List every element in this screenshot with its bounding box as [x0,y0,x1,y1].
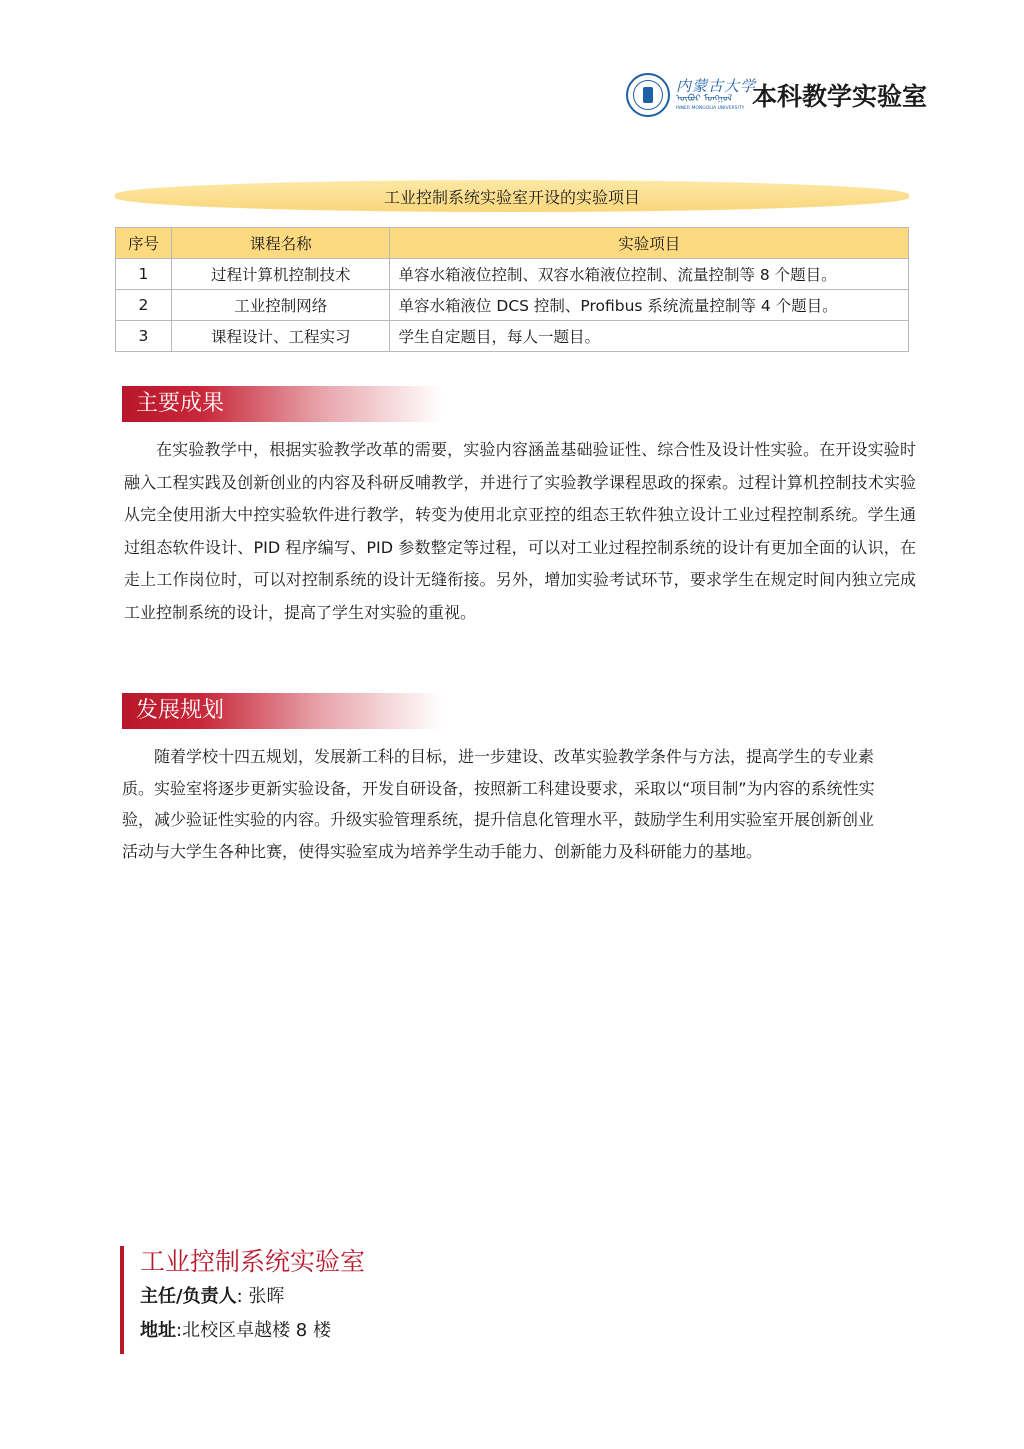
director-line [140,1280,540,1314]
table-row [116,321,909,352]
director-separator: : [236,1286,249,1307]
cell-course: 工业控制网络 [171,290,390,321]
address-line [140,1314,540,1348]
address-value: 北校区卓越楼 8 楼 [182,1320,331,1341]
lab-name: 工业控制系统实验室 [140,1247,366,1276]
achievements-paragraph: 在实验教学中，根据实验教学改革的需要，实验内容涵盖基础验证性、综合性及设计性实验。在开设实验时融入工程实践及创新创业的内容及科研反哺教学，并进行了实验教学课程思政的探索。过程计算机控制技术实验从完全使用浙大中控实验软件进行教学，转变为使用北京亚控的组态王软件独立设计工业过程控制系统。学生通过组态软件设计、PID 程序编写、PID 参数整定等过程，可以对工业过程控制系统的设计有更加全面的认识，在走上工作岗位时，可以对控制系统的设计无缝衔接。另外，增加实验考试环节，要求学生在规定时间内独立完成工业控制系统的设计，提高了学生对实验的重视。 [124,440,916,622]
table-row [116,290,909,321]
cell-index: 1 [116,259,172,290]
plan-title: 发展规划 [136,698,225,723]
address-separator: : [176,1320,183,1341]
banner-title: 工业控制系统实验室开设的实验项目 [383,187,640,207]
header [626,70,928,120]
achievements-heading [122,386,442,422]
plan-heading [122,693,442,729]
university-name-en: INNER MONGOLIA UNIVERSITY [676,106,745,111]
university-name-cn: 内蒙古大学 [676,77,757,95]
university-seal-icon [626,73,670,117]
achievements-title: 主要成果 [136,391,225,416]
cell-project: 学生自定题目，每人一题目。 [390,321,909,352]
cell-index: 3 [116,321,172,352]
experiments-banner [115,180,909,212]
cell-course: 过程计算机控制技术 [171,259,390,290]
cell-project: 单容水箱液位 DCS 控制、Profibus 系统流量控制等 4 个题目。 [390,290,909,321]
lab-office-title: 本科教学实验室 [752,82,928,111]
header-project: 实验项目 [390,228,909,259]
header-course: 课程名称 [171,228,390,259]
table-header-row [116,228,909,259]
cell-course: 课程设计、工程实习 [171,321,390,352]
director-name: 张晖 [248,1286,285,1307]
header-index: 序号 [116,228,172,259]
cell-index: 2 [116,290,172,321]
lab-info-block [120,1246,540,1354]
director-label: 主任/负责人 [140,1286,237,1307]
plan-paragraph: 随着学校十四五规划，发展新工科的目标，进一步建设、改革实验教学条件与方法，提高学生的专业素质。实验室将逐步更新实验设备，开发自研设备，按照新工科建设要求，采取以“项目制”为内容的系统性实验，减少验证性实验的内容。升级实验管理系统，提升信息化管理水平，鼓励学生利用实验室开展创新创业活动与大学生各种比赛，使得实验室成为培养学生动手能力、创新能力及科研能力的基地。 [122,747,875,861]
address-label: 地址 [140,1320,176,1341]
university-name-mn: ᠥᠪᠦᠷ ᠮᠣᠩᠭᠣᠯ [676,94,733,104]
table-row [116,259,909,290]
experiments-table [115,227,909,352]
cell-project: 单容水箱液位控制、双容水箱液位控制、流量控制等 8 个题目。 [390,259,909,290]
university-logo [676,77,757,112]
